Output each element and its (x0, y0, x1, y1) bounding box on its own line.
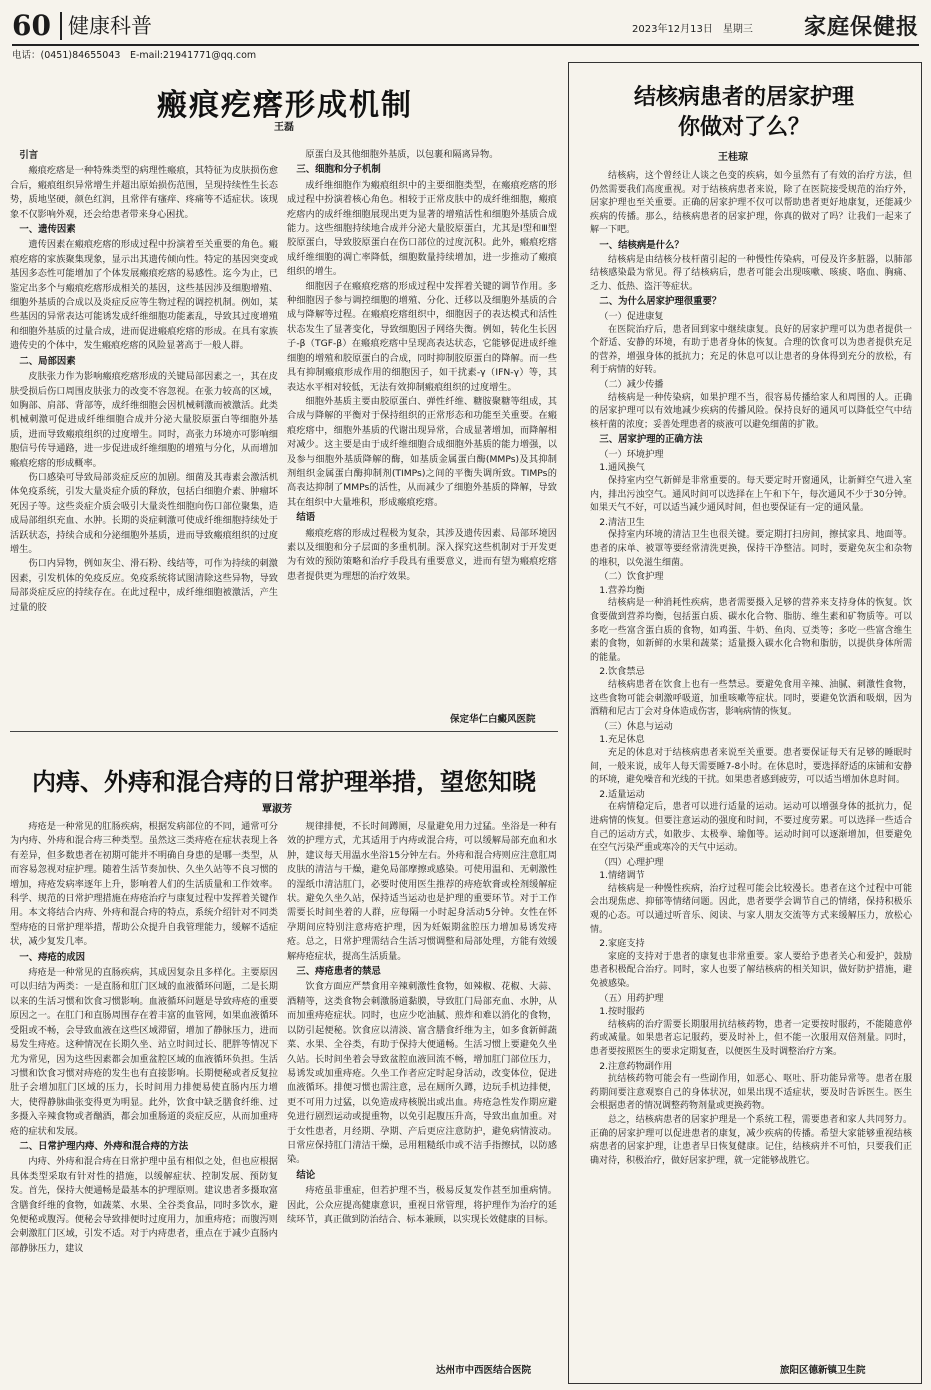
subsection-heading: 1.通风换气 (599, 462, 645, 474)
paragraph: 瘢痕疙瘩的形成过程极为复杂，其涉及遗传因素、局部环境因素以及细胞和分子层面的多重机制。深入探究这些机制对于开发更为有效的预防策略和治疗手段具有重要意义，进而有望为瘢痕疙瘩患者提供更为理想的治疗效果。 (287, 527, 557, 582)
article3-signature: 旅阳区德新镇卫生院 (780, 1365, 866, 1376)
paragraph: 保持室内环境的清洁卫生也很关键。要定期打扫房间，擦拭家具、地面等。患者的床单、被罩等要经常清洗更换，保持干净整洁。同时，要避免灰尘和杂物的堆积，以免滋生细菌。 (590, 530, 912, 568)
subsection-heading: （二）减少传播 (599, 378, 664, 390)
subsection-heading: 1.营养均衡 (599, 584, 645, 596)
article2-title: 内痔、外痔和混合痔的日常护理举措，望您知晓 (32, 767, 536, 796)
article1-signature: 保定华仁白癜风医院 (450, 714, 536, 725)
subsection-heading: （三）休息与运动 (599, 720, 673, 732)
paragraph: 遗传因素在瘢痕疙瘩的形成过程中扮演着至关重要的角色。瘢痕疙瘩的家族聚集现象，显示出其遗传倾向性。特定的基因突变或基因多态性可能增加了个体发展瘢痕疙瘩的易感性。迄今为止，已鉴定出多个与瘢痕疙瘩形成相关的基因，这些基因涉及细胞增殖、细胞外基质的合成以及炎症反应等生物过程的调控机制。例如，某些基因的异常表达可能诱发成纤维细胞功能紊乱，导致其过度增殖和细胞外基质的过量合成，进而促进瘢痕疙瘩的形成。在具有家族遗传史的个体中，发生瘢痕疙瘩的风险显著高于一般人群。 (10, 239, 278, 352)
paragraph: 总之，结核病患者的居家护理是一个系统工程，需要患者和家人共同努力。正确的居家护理可以促进患者的康复，减少疾病的传播。希望大家能够重视结核病患者的居家护理，让患者早日恢复健康。记住，结核病并不可怕，只要我们正确对待，积极治疗，做好居家护理，就一定能够战胜它。 (590, 1114, 912, 1166)
paragraph: 结核病是由结核分枝杆菌引起的一种慢性传染病，可侵及许多脏器，以肺部结核感染最为常见。得了结核病后，患者可能会出现咳嗽、咳痰、咯血、胸痛、乏力、低热、盗汗等症状。 (590, 254, 912, 292)
paragraph: 痔疮虽非重症，但若护理不当，极易反复发作甚至加重病情。因此，公众应提高健康意识，重视日常管理，将护理作为治疗的延续环节，真正做到防治结合、标本兼顾，以实现长效健康的目标。 (287, 1185, 557, 1225)
article2-column-1 (10, 820, 278, 1378)
paragraph: 规律排便，不长时间蹲厕，尽量避免用力过猛。坐浴是一种有效的护理方式，尤其适用于内痔或混合痔，可以缓解局部充血和水肿，建议每天用温水坐浴15分钟左右。外痔和混合痔则应注意肛周皮肤的清洁与干燥，避免局部摩擦或感染。可使用温和、无刺激性的湿纸巾清洁肛门，必要时使用医生推荐的痔疮软膏或栓剂缓解症状。避免久坐久站，保持适当运动也是护理的重要环节。对于工作需要长时间坐着的人群，应每隔一小时起身活动5分钟。女性在怀孕期间应特别注意痔疮护理，因为妊娠期盆腔压力增加易诱发痔疮。总之，日常护理需结合生活习惯调整和局部处理，方能有效缓解痔疮症状，提高生活质量。 (287, 821, 557, 962)
subsection-heading: （一）促进康复 (599, 310, 664, 322)
article3-body (590, 170, 912, 1360)
page-number: 60 (12, 9, 51, 42)
page-header (12, 10, 919, 46)
article3-title (575, 82, 913, 142)
section-heading: 二、日常护理内痔、外痔和混合痔的方法 (19, 1140, 189, 1152)
paragraph: 内痔、外痔和混合痔在日常护理中虽有相似之处，但也应根据具体类型采取有针对性的措施，以缓解症状、控制发展、预防复发。首先，保持大便通畅是最基本的护理原则。建议患者多摄取富含膳食纤维的食物，如蔬菜、水果、全谷类食品，同时多饮水，避免便秘或腹泻。便秘会导致排便时过度用力，加重痔疮；而腹泻则会刺激肛门区域，引发不适。对于内痔患者，重点在于减少直肠内部静脉压力，建议 (10, 1156, 278, 1254)
article1-title: 瘢痕疙瘩形成机制 (157, 88, 413, 123)
article1-column-1 (10, 148, 278, 728)
article2-column-2 (287, 820, 557, 1360)
paragraph: 成纤维细胞作为瘢痕组织中的主要细胞类型，在瘢痕疙瘩的形成过程中扮演着核心角色。相较于正常皮肤中的成纤维细胞，瘢痕疙瘩内的成纤维细胞展现出更为显著的增殖活性和细胞外基质合成能力。这些细胞持续地合成并分泌大量胶原蛋白，尤其是Ⅰ型和Ⅲ型胶原蛋白，导致胶原蛋白在伤口部位的过度沉积。此外，瘢痕疙瘩成纤维细胞的凋亡率降低，细胞数量持续增加，进一步推动了瘢痕组织的增生。 (287, 179, 557, 278)
paragraph: 瘢痕疙瘩是一种特殊类型的病理性瘢痕，其特征为皮肤损伤愈合后，瘢痕组织异常增生并超出原始损伤范围，呈现持续性生长态势，质地坚硬，颜色红润，且常伴有瘙痒、疼痛等不适症状。该现象不仅影响外观，还会给患者带来身心困扰。 (10, 165, 278, 220)
subsection-heading: （四）心理护理 (599, 856, 664, 868)
paragraph: 结核病患者在饮食上也有一些禁忌。要避免食用辛辣、油腻、刺激性食物，这些食物可能会刺激呼吸道，加重咳嗽等症状。同时，要避免饮酒和吸烟，因为酒精和尼古丁会对身体造成伤害，影响病情的恢复。 (590, 679, 912, 718)
paragraph: 原蛋白及其他细胞外基质，以包裹和隔离异物。 (305, 149, 499, 160)
paragraph: 充足的休息对于结核病患者来说至关重要。患者要保证每天有足够的睡眠时间，一般来说，成年人每天需要睡7-8小时。在休息时，要选择舒适的床铺和安静的环境，避免噪音和光线的干扰。如果患者感到疲劳，可以适当增加休息时间。 (590, 747, 912, 786)
issue-date: 2023年12月13日 星期三 (632, 24, 753, 35)
paragraph: 结核病是一种消耗性疾病，患者需要摄入足够的营养来支持身体的恢复。饮食要做到营养均衡，包括蛋白质、碳水化合物、脂肪、维生素和矿物质等。可以多吃一些富含蛋白质的食物，如鸡蛋、牛奶、鱼肉、豆类等；多吃一些富含维生素的食物，如新鲜的水果和蔬菜；适量摄入碳水化合物和脂肪，以提供身体所需的能量。 (590, 598, 912, 663)
subsection-heading: 2.饮食禁忌 (599, 666, 645, 678)
section-heading: 结论 (296, 1169, 316, 1181)
section-heading: 一、痔疮的成因 (19, 951, 86, 963)
section-heading: 一、结核病是什么？ (599, 239, 684, 251)
section-heading: 三、痔疮患者的禁忌 (296, 966, 381, 978)
subsection-heading: 2.注意药物副作用 (599, 1060, 673, 1072)
paragraph: 痔疮是一种常见的肛肠疾病，根据发病部位的不同，通常可分为内痔、外痔和混合痔三种类型。虽然这三类痔疮在症状表现上各有差异，但多数患者在初期可能并不明确自身患的是哪一类型，从而容易忽视对症护理。随着生活节奏加快、久坐久站等不良习惯的增加，痔疮发病率逐年上升，影响着人们的生活质量和工作效率。科学、规范的日常护理措施在痔疮治疗与康复过程中发挥着关键作用。本文将结合内痔、外痔和混合痔的特点，系统介绍针对不同类型痔疮的日常护理举措，帮助公众提升自我管理能力，缓解不适症状，减少复发几率。 (10, 821, 278, 948)
paragraph: 在病情稳定后，患者可以进行适量的运动。运动可以增强身体的抵抗力，促进病情的恢复。但要注意运动的强度和时间，不要过度劳累。可以选择一些适合自己的运动方式，如散步、太极拳、瑜伽等。运动时间可以逐渐增加，但要避免在空气污染严重或寒冷的天气中运动。 (590, 802, 912, 854)
article3-title-line1: 结核病患者的居家护理 (633, 84, 854, 110)
paragraph: 痔疮是一种常见的直肠疾病，其成因复杂且多样化。主要原因可以归结为两类：一是直肠和肛门区域的血液循环问题，二是长期以来的生活习惯和饮食习惯影响。血液循环问题是导致痔疮的重要原因之一。在肛门和直肠周围存在着丰富的血管网，如果血液循环受阻或不畅，会导致血液在这些区域滞留，增加了静脉压力，进而易发生痔疮。这种情况在长期久坐、站立时间过长、肥胖等情况下尤为常见，因为这些因素都会加重盆腔区域的血液循环负担。生活习惯和饮食习惯对痔疮的发生也有直接影响。长期便秘或者反复拉肚子会增加肛门区域的压力，长时间用力排便易使直肠内压力增大，使得静脉曲张变得更为明显。此外，饮食中缺乏膳食纤维、过多摄入辛辣食物或者酗酒，都会加重肠道的炎症反应，从而加重痔疮的症状和发展。 (10, 967, 278, 1137)
paragraph: 保持室内空气新鲜是非常重要的。每天要定时开窗通风，让新鲜空气进入室内，排出污浊空气。通风时间可以选择在上午和下午，每次通风不少于30分钟。如果天气不好，可以适当减少通风时间，但也要保证有一定的通风量。 (590, 476, 912, 514)
section-heading: 结语 (296, 512, 316, 524)
section-heading: 二、为什么居家护理很重要？ (599, 296, 722, 308)
subsection-heading: 2.清洁卫生 (599, 516, 645, 528)
article1-column-2 (287, 148, 557, 708)
article1-author: 王磊 (274, 122, 294, 133)
subsection-heading: （一）环境护理 (599, 448, 664, 460)
section-heading: 三、居家护理的正确方法 (599, 434, 703, 446)
paragraph: 结核病，这个曾经让人谈之色变的疾病，如今虽然有了有效的治疗方法，但仍然需要我们高度重视。对于结核病患者来说，除了在医院接受规范的治疗外，居家护理也至关重要。正确的居家护理不仅可以帮助患者更好地康复，还能减少疾病的传播。那么，结核病患者的居家护理，你真的做对了吗？让我们一起来了解一下吧。 (590, 171, 912, 236)
paragraph: 结核病是一种传染病，如果护理不当，很容易传播给家人和周围的人。正确的居家护理可以有效地减少疾病的传播风险。保持良好的通风可以降低空气中结核杆菌的浓度；妥善处理患者的痰液可以避免细菌的扩散。 (590, 392, 912, 430)
newspaper-name: 家庭保健报 (803, 14, 919, 40)
subsection-heading: （五）用药护理 (599, 992, 664, 1004)
paragraph: 伤口感染可导致局部炎症反应的加剧。细菌及其毒素会激活机体免疫系统，引发大量炎症介质的释放，包括白细胞介素、肿瘤坏死因子等。这些炎症介质会吸引大量炎性细胞向伤口部位聚集，造成局部组织充血、水肿。长期的炎症刺激可使成纤维细胞持续处于活跃状态，持续合成和分泌细胞外基质，进而导致瘢痕组织的过度增生。 (10, 471, 278, 555)
subsection-heading: 1.按时服药 (599, 1006, 645, 1018)
paragraph: 在医院治疗后，患者回到家中继续康复。良好的居家护理可以为患者提供一个舒适、安静的环境，有助于患者身体的恢复。合理的饮食可以为患者提供充足的营养，增强身体的抵抗力；充足的休息可以让患者的身体得到充分的放松，有利于病情的好转。 (590, 324, 912, 376)
article2-author: 覃淑芳 (262, 804, 292, 815)
paragraph: 饮食方面应严禁食用辛辣刺激性食物，如辣椒、花椒、大蒜、酒精等，这类食物会刺激肠道黏膜，导致肛门局部充血、水肿，从而加重痔疮症状。同时，也应少吃油腻、煎炸和难以消化的食物，以防引起便秘。饮食应以清淡、富含膳食纤维为主，如多食新鲜蔬菜、水果、全谷类，有助于保持大便通畅。生活习惯上要避免久坐久站。长时间坐着会导致盆腔血液回流不畅，增加肛门部位压力，易诱发或加重痔疮。久坐工作者应定时起身活动，改变体位，促进血液循环。排便习惯也需注意，忌在厕所久蹲，边玩手机边排便，更不可用力过猛，以免造成痔核脱出或出血。痔疮急性发作期应避免进行剧烈运动或提重物，以免引起腹压升高，导致出血加重。对于女性患者，月经期、孕期、产后更应注意防护，避免病情波动。日常应保持肛门清洁干燥，忌用粗糙纸巾或不洁手指擦拭，以防感染。 (287, 981, 557, 1166)
paragraph: 细胞因子在瘢痕疙瘩的形成过程中发挥着关键的调节作用。多种细胞因子参与调控细胞的增殖、分化、迁移以及细胞外基质的合成与降解等过程。在瘢痕疙瘩组织中，细胞因子的表达模式和活性状态发生了显著变化，导致细胞因子网络失衡。例如，转化生长因子-β（TGF-β）在瘢痕疙瘩中呈现高表达状态，它能够促进成纤维细胞的增殖和胶原蛋白的合成，同时抑制胶原蛋白的降解。而一些具有抑制瘢痕形成作用的细胞因子，如干扰素-γ（IFN-γ）等，其表达水平相对较低，无法有效抑制瘢痕组织的过度增生。 (287, 280, 557, 393)
divider (10, 731, 558, 732)
article2-signature: 达州市中西医结合医院 (436, 1365, 532, 1376)
paragraph: 结核病的治疗需要长期服用抗结核药物，患者一定要按时服药，不能随意停药或减量。如果患者忘记服药，要及时补上，但不能一次服用双倍剂量。同时，患者要按照医生的要求定期复查，以便医生及时调整治疗方案。 (590, 1019, 912, 1057)
subsection-heading: 1.情绪调节 (599, 870, 645, 882)
paragraph: 抗结核药物可能会有一些副作用，如恶心、呕吐、肝功能异常等。患者在服药期间要注意观察自己的身体状况，如果出现不适症状，要及时告诉医生。医生会根据患者的情况调整药物剂量或更换药物。 (590, 1074, 912, 1112)
article3-author: 王桂琼 (718, 152, 748, 163)
paragraph: 家庭的支持对于患者的康复也非常重要。家人要给予患者关心和爱护，鼓励患者积极配合治疗。同时，家人也要了解结核病的相关知识，做好防护措施，避免被感染。 (590, 951, 912, 990)
subsection-heading: 2.适量运动 (599, 788, 645, 800)
section-heading: 三、细胞和分子机制 (296, 164, 381, 176)
subsection-heading: 2.家庭支持 (599, 938, 645, 950)
paragraph: 伤口内异物，例如灰尘、滑石粉、线结等，可作为持续的刺激因素，引发机体的免疫反应。免疫系统将试图清除这些异物，导致局部炎症反应的持续存在。在此过程中，成纤维细胞被激活，产生过量的胶 (10, 558, 278, 613)
paragraph: 皮肤张力作为影响瘢痕疙瘩形成的关键局部因素之一，其在皮肤受损后伤口周围皮肤张力的改变不容忽视。在张力较高的区域，如胸部、肩部、背部等，成纤维细胞会因机械刺激而被激活。此类机械刺激可促进成纤维细胞合成并分泌大量胶原蛋白等细胞外基质，进而导致瘢痕组织的过度增生。同时，高张力环境亦可影响细胞信号传导通路，进一步促进成纤维细胞的增殖与分化，从而增加瘢痕疙瘩的形成概率。 (10, 371, 278, 469)
section-heading: 一、遗传因素 (19, 224, 76, 236)
paragraph: 细胞外基质主要由胶原蛋白、弹性纤维、糖胺聚糖等组成，其合成与降解的平衡对于保持组织的正常形态和功能至关重要。在瘢痕疙瘩中，细胞外基质的代谢出现异常，合成显著增加，而降解相对减少。这主要是由于成纤维细胞合成细胞外基质的能力增强，以及参与细胞外基质降解的酶，如基质金属蛋白酶(MMPs)及其抑制剂组织金属蛋白酶抑制剂(TIMPs)之间的平衡失调所致。TIMPs的高表达抑制了MMPs的活性，从而减少了细胞外基质的降解，导致其在组织中大量堆积，形成瘢痕疙瘩。 (287, 395, 557, 508)
section-heading: 引言 (19, 150, 39, 161)
subsection-heading: 1.充足休息 (599, 734, 645, 746)
section-heading: 二、局部因素 (19, 355, 76, 367)
article3-title-line2: 你做对了么？ (677, 114, 810, 140)
contact-info: 电话：(0451)84655043 E-mail:21941771@qq.com (12, 50, 257, 61)
section-name: 健康科普 (60, 12, 152, 40)
subsection-heading: （二）饮食护理 (599, 571, 664, 583)
paragraph: 结核病是一种慢性疾病，治疗过程可能会比较漫长。患者在这个过程中可能会出现焦虑、抑郁等情绪问题。因此，患者要学会调节自己的情绪，保持积极乐观的心态。可以通过听音乐、阅读、与家人朋友交流等方式来缓解压力，放松心情。 (590, 883, 912, 935)
